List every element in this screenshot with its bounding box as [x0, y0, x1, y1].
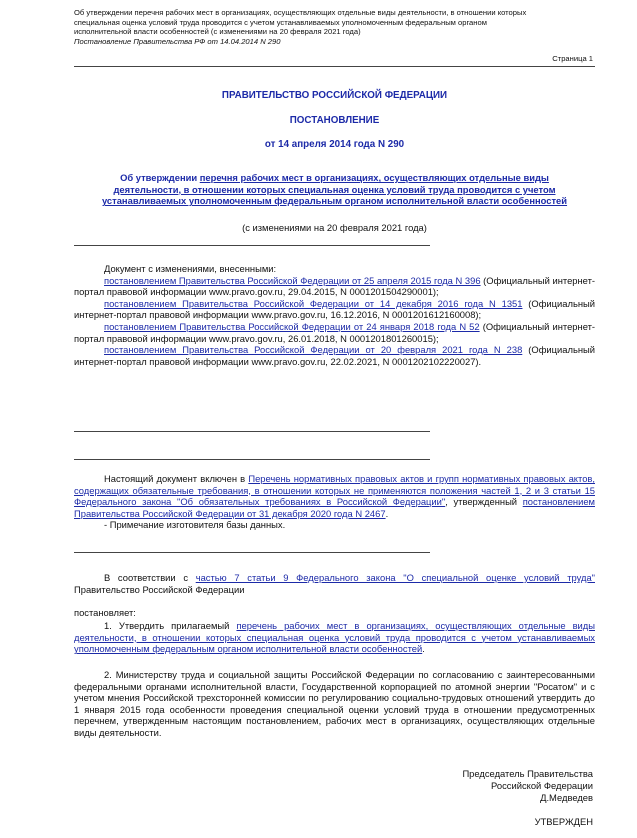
basis-text-b: Правительство Российской Федерации	[74, 583, 245, 595]
divider	[74, 459, 430, 460]
page-header	[74, 8, 594, 46]
changes-intro: Документ с изменениями, внесенными:	[104, 263, 277, 274]
header-line-1: Об утверждении перечня рабочих мест в организациях, осуществляющих отдельные виды деятельности, в отношении которых	[74, 8, 527, 17]
change-source-1: (Официальный интернет-портал правовой информации www.pravo.gov.ru, 29.04.2015, N 0001201504290001);	[74, 274, 596, 298]
decree-word: постановляет:	[74, 607, 136, 618]
item1-text-b: .	[422, 643, 425, 655]
approved-label: УТВЕРЖДЕН	[534, 816, 593, 827]
note-text-b: , утвержденный	[445, 496, 523, 508]
changes-block	[74, 263, 595, 367]
change-source-2: (Официальный интернет-портал правовой информации www.pravo.gov.ru, 16.12.2016, N 0001201612160008);	[74, 297, 595, 321]
change-link-3[interactable]: постановлением Правительства Российской Федерации от 24 января 2018 года N 52	[104, 320, 480, 332]
item-2	[74, 669, 595, 739]
divider	[74, 245, 430, 246]
divider	[74, 552, 430, 553]
note-producer: - Примечание изготовителя базы данных.	[104, 519, 286, 531]
change-item-2	[74, 298, 595, 321]
note-text-a: Настоящий документ включен в	[104, 473, 249, 484]
note-link-register[interactable]: Перечень нормативных правовых актов и групп нормативных правовых актов, содержащих обязательные требования, в отношении которых не применяются положения частей 1, 2 и 3 статьи 15 Федерального закона "Об обязательных требованиях в Российской Федерации"	[74, 473, 595, 508]
basis-text-a: В соответствии с	[104, 572, 196, 583]
change-link-1[interactable]: постановлением Правительства Российской Федерации от 25 апреля 2015 года N 396	[104, 274, 481, 286]
signature-name: Д.Медведев	[540, 792, 593, 803]
amended-note: (с изменениями на 20 февраля 2021 года)	[242, 222, 427, 233]
change-link-2[interactable]: постановлением Правительства Российской Федерации от 14 декабря 2016 года N 1351	[104, 297, 523, 309]
change-source-3: (Официальный интернет-портал правовой информации www.pravo.gov.ru, 26.01.2018, N 0001201801260015);	[74, 320, 596, 344]
item-1	[74, 620, 595, 655]
item2-text: 2. Министерству труда и социальной защиты Российской Федерации по согласованию с заинтересованными федеральными органами исполнительной власти, Государственной корпорацией по атомной энергии "Росатом" и с учетом мнения Российской трехсторонней комиссии по регулированию социально-трудовых отношений утвердить до 1 января 2015 года особенности проведения специальной оценки условий труда в отношении предусмотренных перечнем, утвержденным настоящим постановлением, рабочих мест в организациях, осуществляющих отдельные виды деятельности.	[74, 669, 595, 738]
database-note	[74, 473, 595, 531]
subject-link[interactable]: перечня рабочих мест в организациях, осуществляющих отдельные виды деятельности, в отношении которых специальная оценка условий труда проводится с учетом устанавливаемых уполномоченным федеральным органом исполнительной власти особенностей	[101, 172, 568, 207]
item1-text-a: 1. Утвердить прилагаемый	[104, 620, 237, 631]
note-link-decree[interactable]: постановлением Правительства Российской Федерации от 31 декабря 2020 года N 2467	[74, 496, 595, 519]
page-number: Страница 1	[552, 54, 593, 63]
basis-law-link[interactable]: частью 7 статьи 9 Федерального закона "О специальной оценке условий труда"	[195, 572, 595, 583]
signature-block	[462, 768, 593, 804]
header-line-2: специальная оценка условий труда проводится с учетом устанавливаемых уполномоченным федеральным органом	[74, 17, 487, 27]
change-item-1	[74, 275, 595, 298]
header-divider	[74, 66, 595, 67]
change-source-4: (Официальный интернет-портал правовой информации www.pravo.gov.ru, 22.02.2021, N 0001202102220027).	[74, 344, 595, 367]
change-link-4[interactable]: постановлением Правительства Российской Федерации от 20 февраля 2021 года N 238	[104, 344, 523, 356]
subject-prefix: Об утверждении	[120, 172, 200, 183]
government-title: ПРАВИТЕЛЬСТВО РОССИЙСКОЙ ФЕДЕРАЦИИ	[221, 90, 448, 101]
document-type: ПОСТАНОВЛЕНИЕ	[289, 115, 380, 126]
signature-role-2: Российской Федерации	[491, 780, 593, 791]
change-item-3	[74, 321, 595, 344]
signature-role-1: Председатель Правительства	[462, 768, 593, 779]
divider	[74, 431, 430, 432]
document-date: от 14 апреля 2014 года N 290	[264, 139, 405, 150]
item1-link[interactable]: перечень рабочих мест в организациях, осуществляющих отдельные виды деятельности, в отношении которых специальная оценка условий труда проводится с учетом устанавливаемых уполномоченным федеральным органом исполнительной власти особенностей	[74, 620, 595, 655]
header-line-3: исполнительной власти особенностей (с изменениями на 20 февраля 2021 года)	[74, 27, 361, 37]
header-line-4: Постановление Правительства РФ от 14.04.2014 N 290	[74, 36, 281, 46]
note-text-c: .	[385, 507, 389, 519]
document-subject	[74, 172, 595, 207]
basis-paragraph	[74, 572, 595, 595]
change-item-4	[74, 344, 595, 367]
